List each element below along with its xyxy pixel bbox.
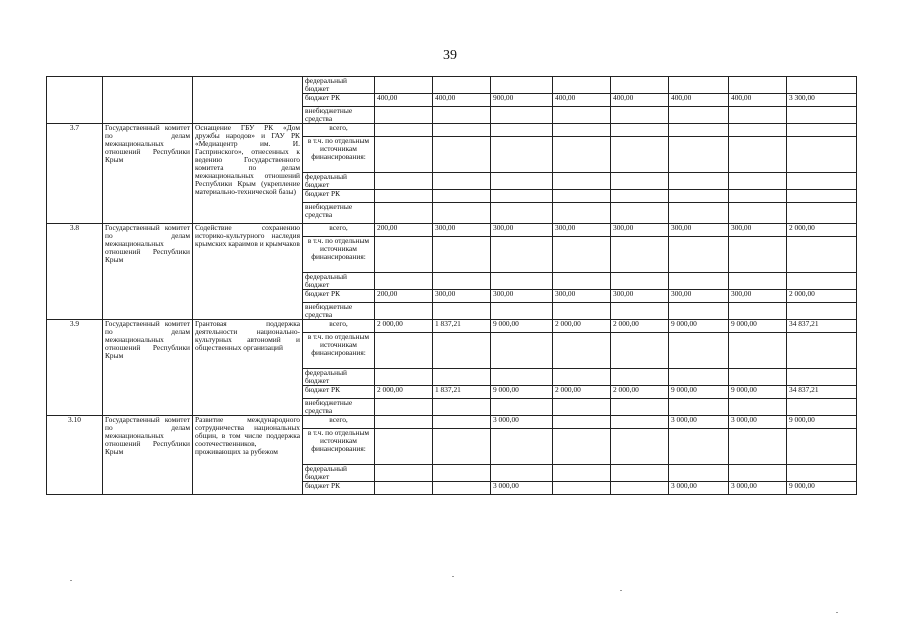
- value-cell: [491, 190, 553, 203]
- value-cell: 2 000,00: [611, 320, 669, 333]
- value-cell: [433, 190, 491, 203]
- value-cell: 400,00: [729, 94, 787, 107]
- value-cell: 300,00: [491, 290, 553, 303]
- value-cell: [611, 124, 669, 137]
- scan-speck: [452, 576, 454, 577]
- value-cell: 2 000,00: [611, 386, 669, 399]
- value-cell: [433, 124, 491, 137]
- source-total-label: всего,: [303, 224, 375, 237]
- source-label: бюджет РК: [303, 94, 375, 107]
- section-number: 3.8: [47, 224, 103, 320]
- value-cell: 400,00: [611, 94, 669, 107]
- source-breakdown-label: в т.ч. по отдельным источникам финансирования:: [303, 237, 375, 273]
- organization-cell: Государственный комитет по делам межнациональных отношений Республики Крым: [103, 124, 193, 224]
- value-cell: 200,00: [375, 290, 433, 303]
- source-federal-label: федеральный бюджет: [303, 173, 375, 190]
- value-cell: 300,00: [433, 224, 491, 237]
- scan-speck: [620, 590, 622, 591]
- value-cell: [611, 190, 669, 203]
- organization-cell: Государственный комитет по делам межнациональных отношений Республики Крым: [103, 416, 193, 495]
- source-rk-label: бюджет РК: [303, 290, 375, 303]
- organization-cell: Государственный комитет по делам межнациональных отношений Республики Крым: [103, 224, 193, 320]
- value-cell: [375, 482, 433, 495]
- source-rk-label: бюджет РК: [303, 386, 375, 399]
- value-cell: 1 837,21: [433, 320, 491, 333]
- source-total-label: всего,: [303, 124, 375, 137]
- scan-speck: [836, 612, 838, 613]
- value-cell: 9 000,00: [787, 416, 857, 429]
- value-cell: [553, 482, 611, 495]
- value-cell: 9 000,00: [491, 320, 553, 333]
- value-cell: [669, 124, 729, 137]
- value-cell: 3 300,00: [787, 94, 857, 107]
- value-cell: 3 000,00: [729, 482, 787, 495]
- source-breakdown-label: в т.ч. по отдельным источникам финансирования:: [303, 429, 375, 465]
- value-cell: 1 837,21: [433, 386, 491, 399]
- section-number: 3.7: [47, 124, 103, 224]
- value-cell: 34 837,21: [787, 320, 857, 333]
- activity-cell: [193, 77, 303, 124]
- source-federal-label: федеральный бюджет: [303, 465, 375, 482]
- source-rk-label: бюджет РК: [303, 482, 375, 495]
- value-cell: 300,00: [729, 290, 787, 303]
- value-cell: 2 000,00: [787, 224, 857, 237]
- source-label: внебюджетные средства: [303, 107, 375, 124]
- value-cell: 300,00: [553, 290, 611, 303]
- value-cell: [553, 124, 611, 137]
- value-cell: 3 000,00: [669, 482, 729, 495]
- table-row: [47, 124, 857, 137]
- budget-table: [46, 76, 857, 495]
- source-extra-label: внебюджетные средства: [303, 399, 375, 416]
- source-federal-label: федеральный бюджет: [303, 273, 375, 290]
- value-cell: 300,00: [491, 224, 553, 237]
- value-cell: 300,00: [611, 224, 669, 237]
- value-cell: 300,00: [669, 224, 729, 237]
- value-cell: 200,00: [375, 224, 433, 237]
- value-cell: [375, 124, 433, 137]
- value-cell: [375, 416, 433, 429]
- value-cell: 34 837,21: [787, 386, 857, 399]
- value-cell: [433, 482, 491, 495]
- activity-cell: Содействие сохранению историко-культурного наследия крымских караимов и крымчаков: [193, 224, 303, 320]
- value-cell: 400,00: [375, 94, 433, 107]
- scan-speck: [70, 580, 72, 581]
- value-cell: [375, 190, 433, 203]
- value-cell: [611, 416, 669, 429]
- table-row: [47, 416, 857, 429]
- value-cell: 9 000,00: [669, 386, 729, 399]
- table-row: [47, 77, 857, 94]
- value-cell: 9 000,00: [729, 320, 787, 333]
- source-extra-label: внебюджетные средства: [303, 303, 375, 320]
- value-cell: 300,00: [729, 224, 787, 237]
- section-number: 3.10: [47, 416, 103, 495]
- value-cell: 9 000,00: [669, 320, 729, 333]
- source-total-label: всего,: [303, 320, 375, 333]
- activity-cell: Оснащение ГБУ РК «Дом дружбы народов» и ГАУ РК «Медиацентр им. И. Гаспринского», отнесенных к ведению Государственного комитета по делам межнациональных отношений Республики Крым (укрепление материально-технической базы): [193, 124, 303, 224]
- value-cell: [787, 190, 857, 203]
- value-cell: 3 000,00: [491, 482, 553, 495]
- source-rk-label: бюджет РК: [303, 190, 375, 203]
- value-cell: [433, 416, 491, 429]
- value-cell: [553, 190, 611, 203]
- value-cell: 3 000,00: [729, 416, 787, 429]
- source-federal-label: федеральный бюджет: [303, 369, 375, 386]
- table-row: [47, 320, 857, 333]
- source-breakdown-label: в т.ч. по отдельным источникам финансирования:: [303, 333, 375, 369]
- section-number: 3.9: [47, 320, 103, 416]
- value-cell: [787, 124, 857, 137]
- value-cell: 9 000,00: [787, 482, 857, 495]
- activity-cell: Развитие международного сотрудничества национальных общин, в том числе поддержка соотечественников, проживающих за рубежом: [193, 416, 303, 495]
- source-extra-label: внебюджетные средства: [303, 203, 375, 224]
- value-cell: 300,00: [553, 224, 611, 237]
- value-cell: 300,00: [611, 290, 669, 303]
- value-cell: 300,00: [433, 290, 491, 303]
- value-cell: 3 000,00: [491, 416, 553, 429]
- value-cell: 400,00: [433, 94, 491, 107]
- num-cell: [47, 77, 103, 124]
- value-cell: [729, 124, 787, 137]
- value-cell: 3 000,00: [669, 416, 729, 429]
- value-cell: [553, 416, 611, 429]
- value-cell: 9 000,00: [491, 386, 553, 399]
- table-row: [47, 224, 857, 237]
- value-cell: [669, 190, 729, 203]
- value-cell: [729, 190, 787, 203]
- source-label: федеральный бюджет: [303, 77, 375, 94]
- page-number: 39: [443, 48, 457, 63]
- value-cell: 400,00: [553, 94, 611, 107]
- source-total-label: всего,: [303, 416, 375, 429]
- value-cell: 900,00: [491, 94, 553, 107]
- value-cell: 2 000,00: [787, 290, 857, 303]
- value-cell: [611, 482, 669, 495]
- organization-cell: Государственный комитет по делам межнациональных отношений Республики Крым: [103, 320, 193, 416]
- org-cell: [103, 77, 193, 124]
- value-cell: 400,00: [669, 94, 729, 107]
- value-cell: [491, 124, 553, 137]
- activity-cell: Грантовая поддержка деятельности национально-культурных автономий и общественных организаций: [193, 320, 303, 416]
- value-cell: 2 000,00: [375, 386, 433, 399]
- value-cell: 2 000,00: [553, 386, 611, 399]
- value-cell: 2 000,00: [375, 320, 433, 333]
- value-cell: 300,00: [669, 290, 729, 303]
- source-breakdown-label: в т.ч. по отдельным источникам финансирования:: [303, 137, 375, 173]
- value-cell: 2 000,00: [553, 320, 611, 333]
- value-cell: 9 000,00: [729, 386, 787, 399]
